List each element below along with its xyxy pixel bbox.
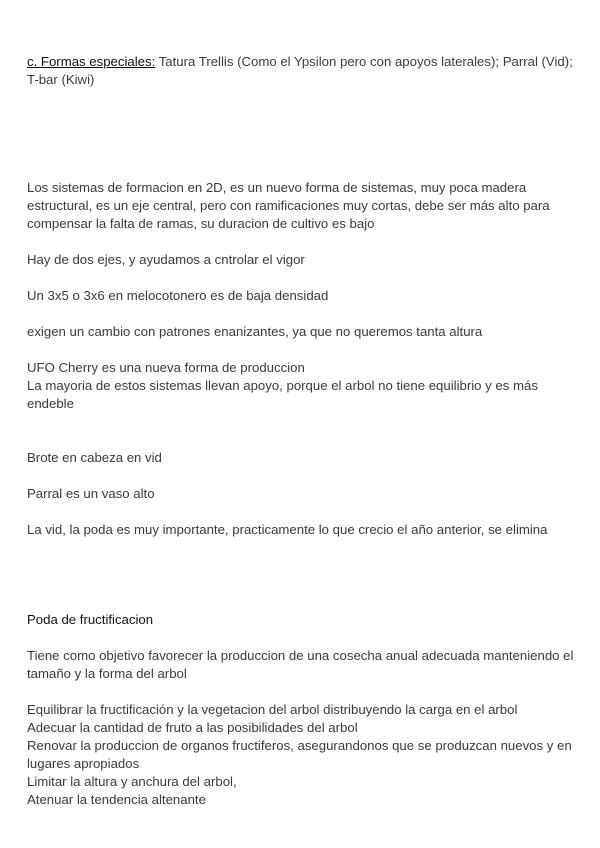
spacer (27, 341, 575, 359)
paragraph-two-axes: Hay de dos ejes, y ayudamos a cntrolar el vigor (27, 252, 305, 267)
spacer (27, 503, 575, 521)
spacer (27, 89, 575, 179)
paragraph-density: Un 3x5 o 3x6 en melocotonero es de baja densidad (27, 288, 329, 303)
paragraph-dwarfing-rootstocks: exigen un cambio con patrones enanizantes, ya que no queremos tanta altura (27, 324, 483, 339)
paragraph-support: La mayoria de estos sistemas llevan apoyo, porque el arbol no tiene equilibrio y es más endeble (27, 378, 538, 411)
spacer (27, 233, 575, 251)
list-item: Limitar la altura y anchura del arbol, (27, 774, 237, 789)
list-item: Atenuar la tendencia altenante (27, 792, 206, 807)
spacer (27, 539, 575, 611)
spacer (27, 305, 575, 323)
document-page (27, 53, 575, 809)
paragraph-head-shoot: Brote en cabeza en vid (27, 450, 162, 465)
spacer (27, 269, 575, 287)
spacer (27, 413, 575, 449)
spacer (27, 683, 575, 701)
paragraph-2d-systems: Los sistemas de formacion en 2D, es un nuevo forma de sistemas, muy poca madera estructural, es un eje central, pero con ramificaciones muy cortas, debe ser más alto para compensar la falta de ramas, su duracion de cultivo es bajo (27, 180, 550, 231)
paragraph-parral: Parral es un vaso alto (27, 486, 155, 501)
section-objective: Tiene como objetivo favorecer la produccion de una cosecha anual adecuada manteniendo el tamaño y la forma del arbol (27, 648, 574, 681)
intro-label: c. Formas especiales: (27, 54, 156, 69)
objectives-list (27, 701, 575, 809)
spacer (27, 629, 575, 647)
paragraph-vine-pruning: La vid, la poda es muy importante, practicamente lo que crecio el año anterior, se elimina (27, 522, 548, 537)
section-title: Poda de fructificacion (27, 612, 154, 627)
list-item: Equilibrar la fructificación y la vegetacion del arbol distribuyendo la carga en el arbol (27, 702, 518, 717)
list-item: Adecuar la cantidad de fruto a las posibilidades del arbol (27, 720, 358, 735)
spacer (27, 467, 575, 485)
intro-text: Tatura Trellis (Como el Ypsilon pero con apoyos laterales); Parral (Vid); T-bar (Kiwi) (27, 54, 573, 87)
list-item: Renovar la produccion de organos fructiferos, asegurandonos que se produzcan nuevos y en lugares apropiados (27, 738, 572, 771)
intro-paragraph (27, 53, 575, 89)
paragraph-ufo-cherry: UFO Cherry es una nueva forma de produccion (27, 360, 305, 375)
